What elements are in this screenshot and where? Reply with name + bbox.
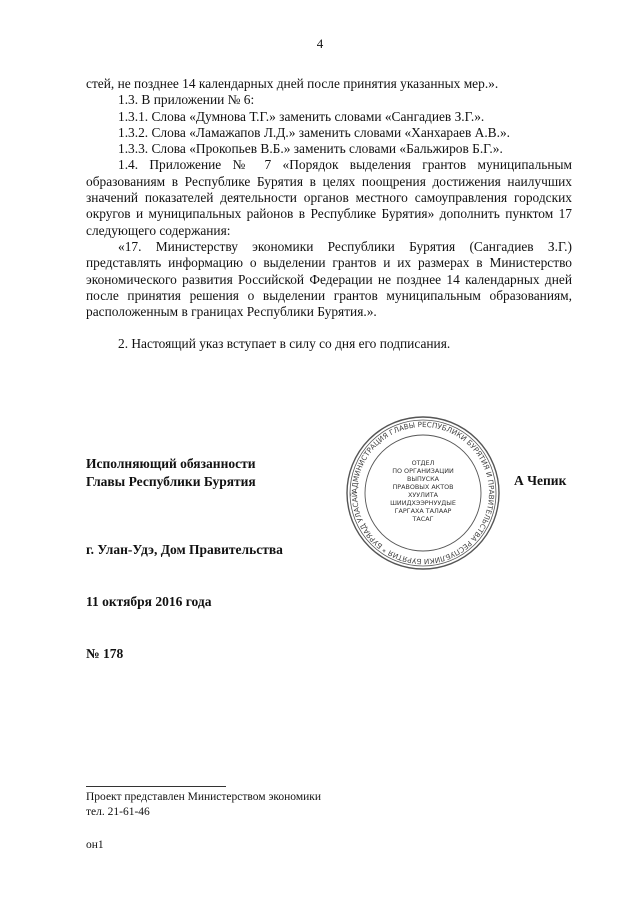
paragraph-1-3-3: 1.3.3. Слова «Прокопьев В.Б.» заменить словами «Бальжиров Б.Г.». [118,141,503,157]
paragraph-17: «17. Министерству экономики Республики Бурятия (Сангадиев З.Г.) представлять информацию о выделении грантов и их размерах в Министерство экономического развития Российской Федерации не позднее 14 календарных дней после принятия решения о выделении грантов муниципальным образованиям, расположенным в границах Республики Бурятия.». [86,238,572,320]
document-body [86,76,572,353]
seal-line: ПРАВОВЫХ АКТОВ [392,483,454,491]
footer-note [86,790,321,820]
place-of-signing: г. Улан-Удэ, Дом Правительства [86,542,283,557]
official-seal [343,413,503,573]
signature-position [86,455,256,491]
seal-line: ГАРГАХА ТАЛААР [394,507,452,515]
document-date: 11 октября 2016 года [86,594,212,609]
document-number: № 178 [86,646,124,661]
footer-divider [86,786,226,787]
seal-outer-text: АДМИНИСТРАЦИЯ ГЛАВЫ РЕСПУБЛИКИ БУРЯТИЯ И ПРАВИТЕЛЬСТВА РЕСПУБЛИКИ БУРЯТИЯ * БУРЯАД УЛАСАЙ [349,419,497,567]
seal-line: ВЫПУСКА [406,475,440,483]
paragraph-continuation: стей, не позднее 14 календарных дней после принятия указанных мер.». [86,76,499,91]
footer-line-2: тел. 21-61-46 [86,806,150,818]
seal-line: ТАСАГ [412,515,434,523]
document-code: он1 [86,839,104,851]
paragraph-1-4: 1.4. Приложение № 7 «Порядок выделения грантов муниципальным образованиям в Республике Бурятия в целях поощрения достижения наилучших значений показателей деятельности органов местного самоуправления городских округов и муниципальных районов в Республике Бурятия» дополнить пунктом 17 следующего содержания: [86,157,572,238]
paragraph-1-3-1: 1.3.1. Слова «Думнова Т.Г.» заменить словами «Сангадиев З.Г.». [118,108,485,124]
seal-line: ШИИДХЭЭРНУУДЫЕ [390,499,456,507]
paragraph-1-3: 1.3. В приложении № 6: [118,92,255,108]
paragraph-1-3-2: 1.3.2. Слова «Ламажапов Л.Д.» заменить словами «Ханхараев А.В.». [118,124,510,140]
page-number: 4 [316,36,324,51]
signer-name: А Чепик [514,473,567,488]
seal-line: ХУУЛИТА [407,491,439,499]
signature-position-line1: Исполняющий обязанности [86,456,256,471]
paragraph-2: 2. Настоящий указ вступает в силу со дня его подписания. [118,336,451,352]
seal-line: ПО ОРГАНИЗАЦИИ [392,467,454,475]
footer-line-1: Проект представлен Министерством экономики [86,791,322,803]
signature-position-line2: Главы Республики Бурятия [86,474,256,489]
seal-line: ОТДЕЛ [411,459,435,467]
